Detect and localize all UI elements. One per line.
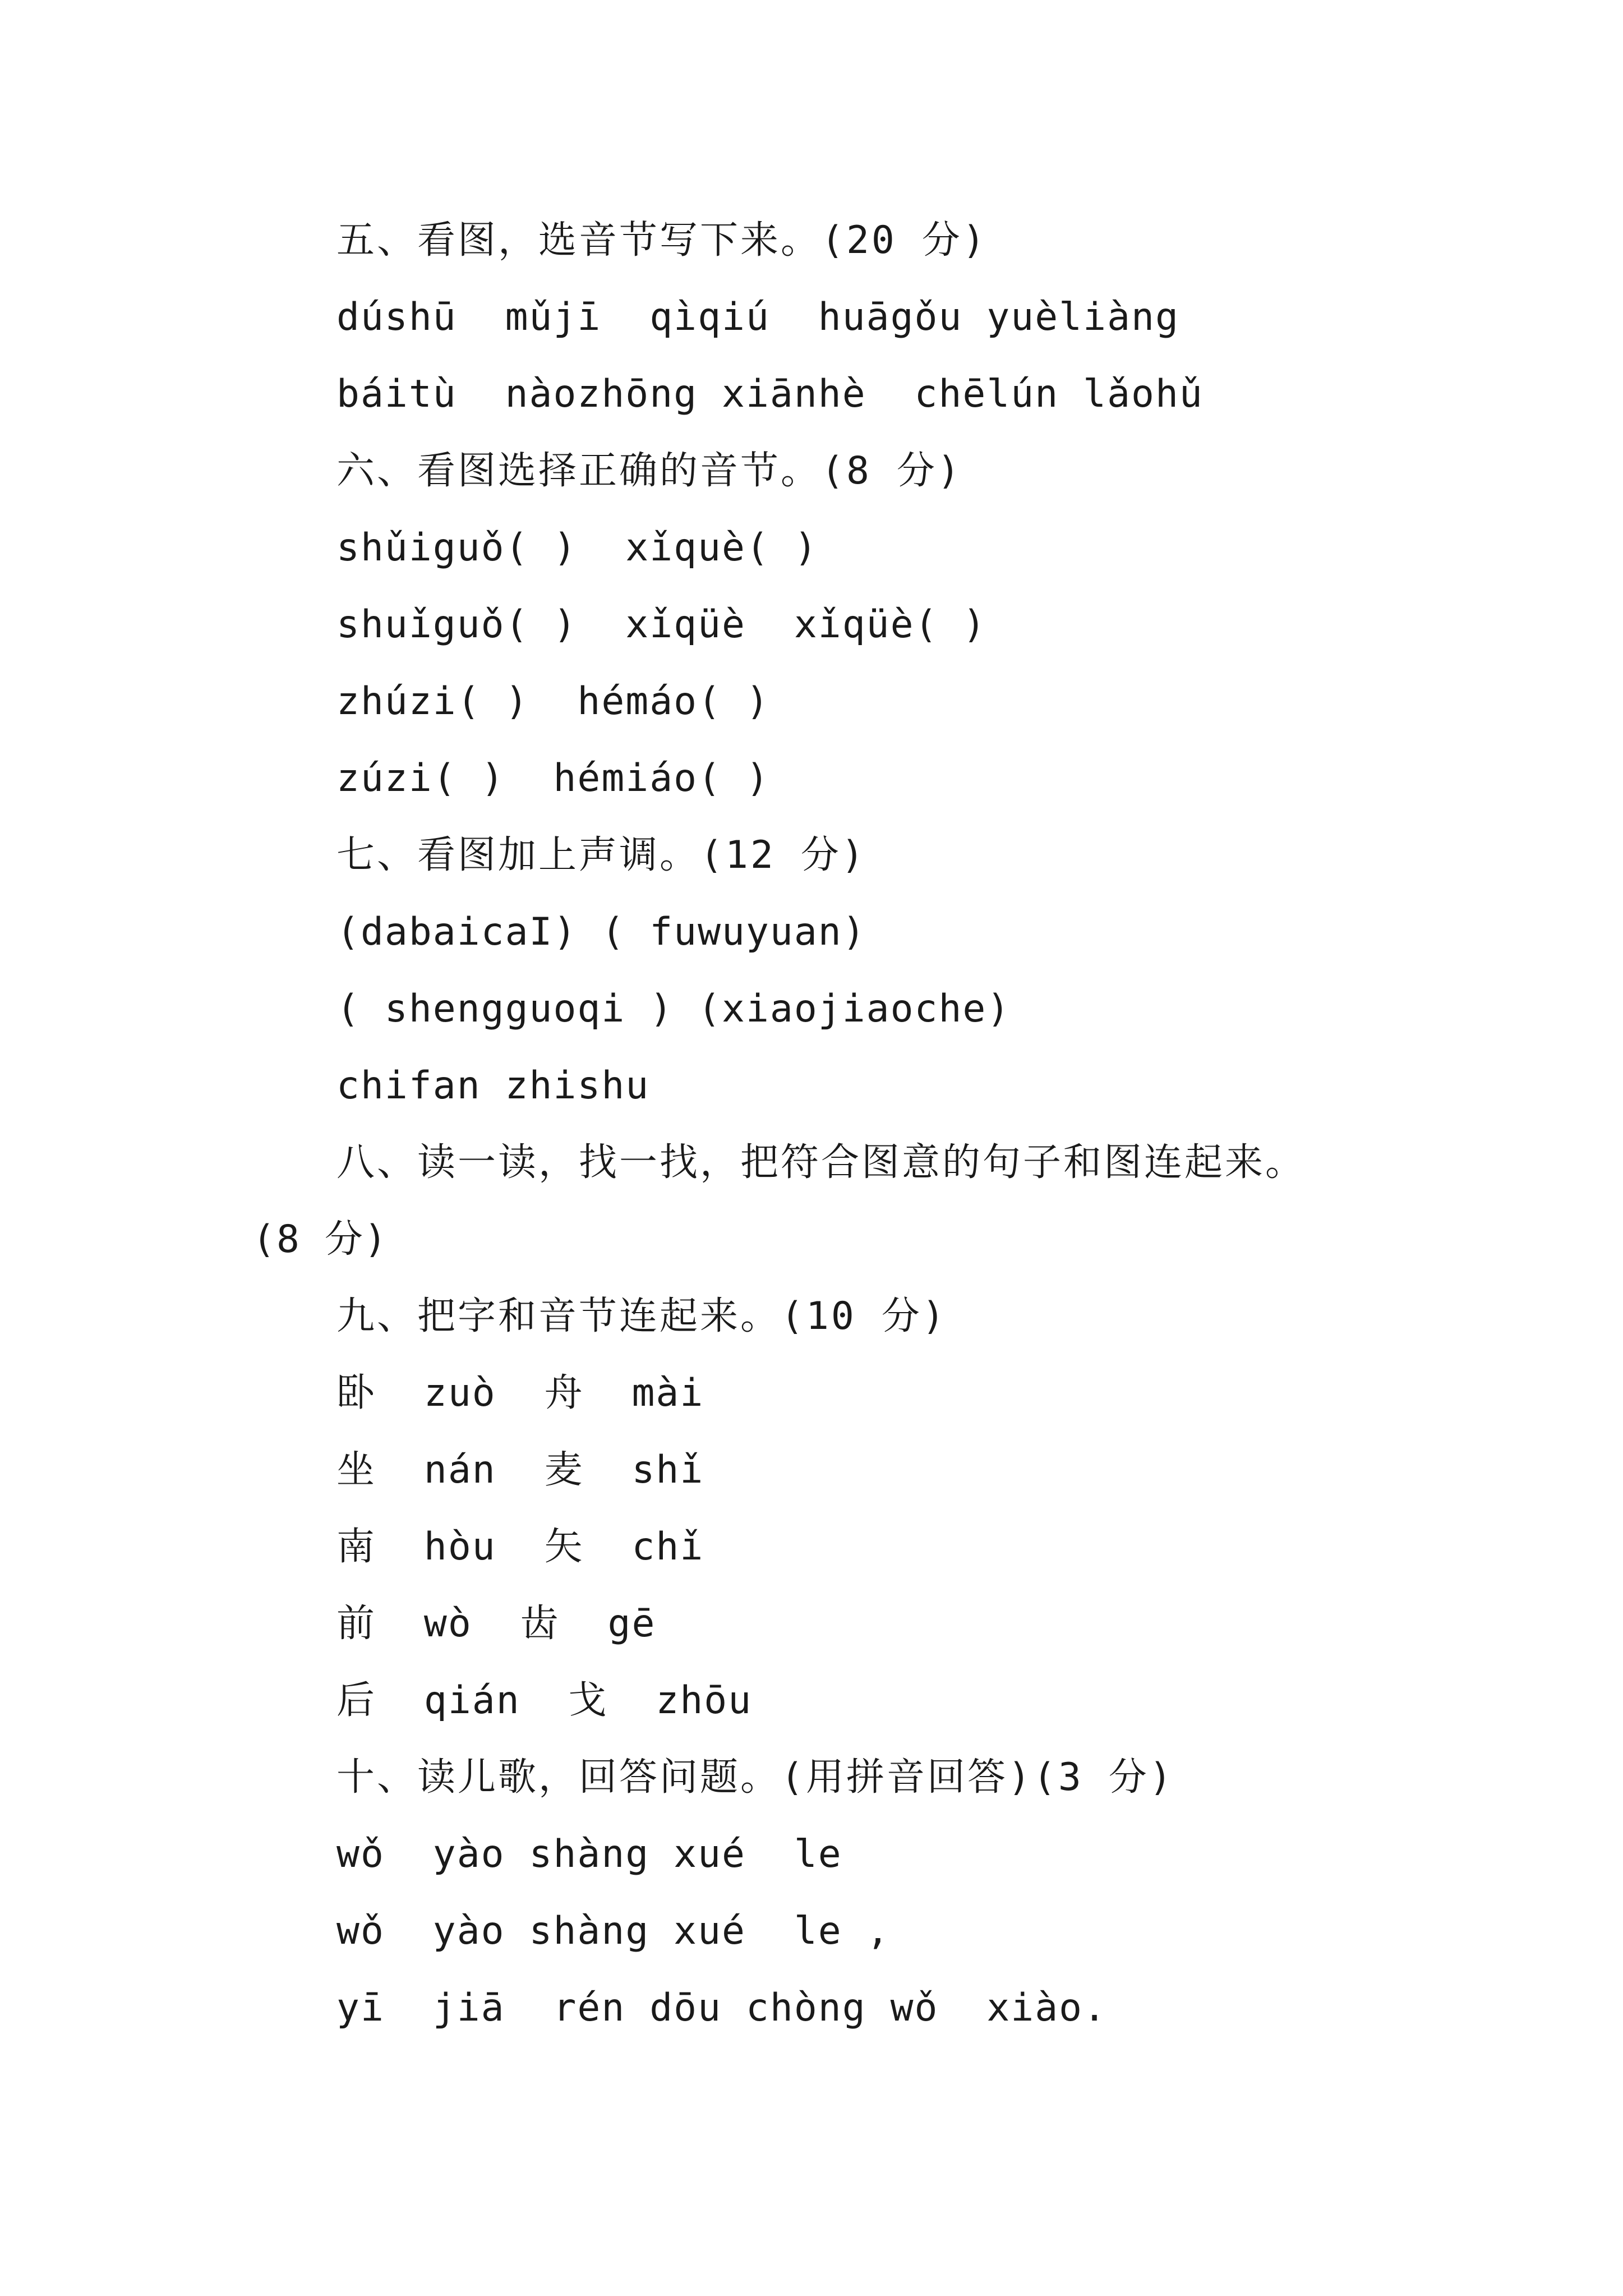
choice-row-1: shǔiguǒ( ) xǐquè( ) xyxy=(336,526,818,570)
song-line-2: wǒ yào shàng xué le , xyxy=(336,1909,891,1953)
pinyin-options-row-2: báitù nàozhōng xiānhè chēlún lǎohǔ xyxy=(336,372,1204,416)
section-7-heading: 七、看图加上声调。(12 分) xyxy=(336,833,866,877)
tone-row-3: chifan zhishu xyxy=(336,1064,650,1108)
section-8-heading-continued: (8 分) xyxy=(252,1217,388,1262)
pinyin-options-row-1: dúshū mǔjī qìqiú huāgǒu yuèliàng xyxy=(336,295,1179,339)
match-row-4: 前 wò 齿 gē xyxy=(336,1602,656,1646)
tone-row-1: (dabaicaI) ( fuwuyuan) xyxy=(336,910,866,954)
match-row-5: 后 qián 戈 zhōu xyxy=(336,1678,753,1723)
choice-row-4: zúzi( ) hémiáo( ) xyxy=(336,756,770,800)
section-6-heading: 六、看图选择正确的音节。(8 分) xyxy=(336,449,962,493)
match-row-3: 南 hòu 矢 chǐ xyxy=(336,1525,704,1569)
song-line-1: wǒ yào shàng xué le xyxy=(336,1832,842,1876)
song-line-3: yī jiā rén dōu chòng wǒ xiào. xyxy=(336,1986,1108,2030)
section-8-heading: 八、读一读，找一找，把符合图意的句子和图连起来。 xyxy=(336,1140,1306,1185)
section-9-heading: 九、把字和音节连起来。(10 分) xyxy=(336,1294,947,1338)
section-5-heading: 五、看图，选音节写下来。(20 分) xyxy=(336,218,988,263)
choice-row-3: zhúzi( ) hémáo( ) xyxy=(336,679,770,724)
document-body xyxy=(252,202,1430,2046)
section-10-heading: 十、读儿歌，回答问题。(用拼音回答)(3 分) xyxy=(336,1755,1174,1800)
match-row-1: 卧 zuò 舟 mài xyxy=(336,1371,704,1415)
choice-row-2: shuǐguǒ( ) xǐqüè xǐqüè( ) xyxy=(336,602,987,647)
match-row-2: 坐 nán 麦 shǐ xyxy=(336,1448,704,1492)
tone-row-2: ( shengguoqi ) (xiaojiaoche) xyxy=(336,987,1011,1031)
